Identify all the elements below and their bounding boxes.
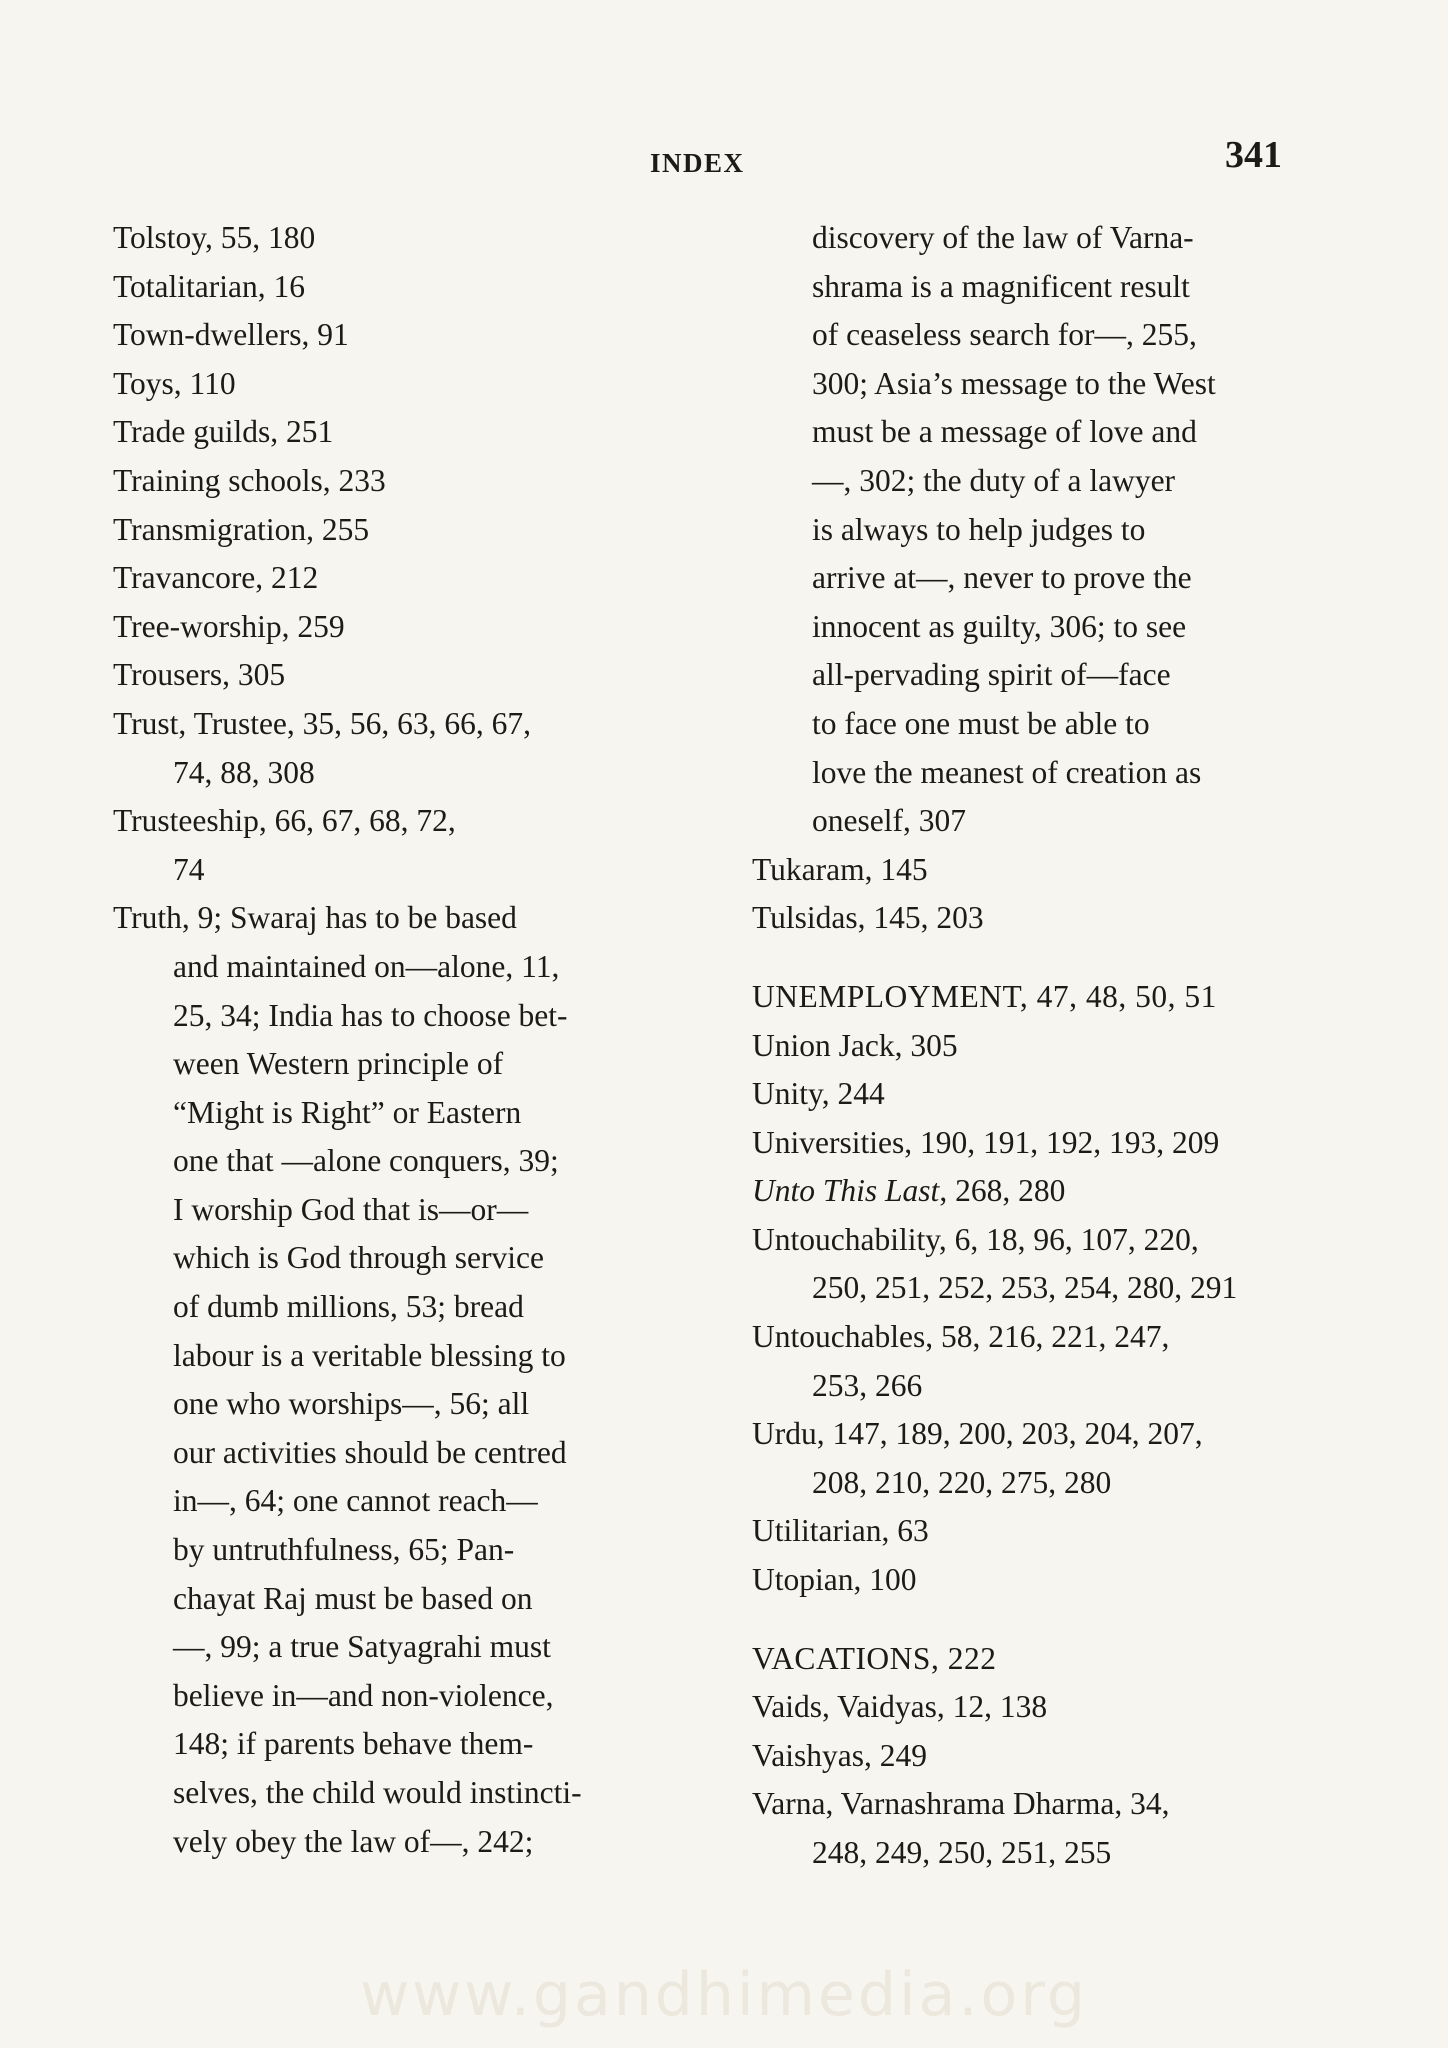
section-heading-entry: UNEMPLOYMENT, 47, 48, 50, 51 (752, 978, 1217, 1014)
index-entry-continuation: “Might is Right” or Eastern (173, 1094, 522, 1130)
index-entry-continuation: ween Western principle of (173, 1046, 504, 1082)
index-entry-continuation: I worship God that is—or— (173, 1191, 529, 1227)
index-entry: Toys, 110 (113, 365, 236, 401)
index-entry-continuation: by untruthfulness, 65; Pan- (173, 1532, 515, 1568)
index-entry-continuation: 74 (173, 851, 205, 887)
index-entry: Universities, 190, 191, 192, 193, 209 (752, 1124, 1220, 1160)
index-entry: Training schools, 233 (113, 462, 386, 498)
index-entry-continuation: 74, 88, 308 (173, 754, 315, 790)
index-entry-continuation: which is God through service (173, 1240, 544, 1276)
index-entry: Town-dwellers, 91 (113, 317, 349, 353)
index-entry-continuation: 25, 34; India has to choose bet- (173, 997, 568, 1033)
index-entry: Tree-worship, 259 (113, 608, 345, 644)
index-entry: Transmigration, 255 (113, 511, 370, 547)
index-entry-continuation: 253, 266 (812, 1367, 923, 1403)
index-entry: Vaishyas, 249 (752, 1737, 927, 1773)
running-title: INDEX (650, 148, 745, 178)
index-entry: Tulsidas, 145, 203 (752, 900, 984, 936)
index-entry-continuation: must be a message of love and (812, 414, 1197, 450)
index-entry-continuation: is always to help judges to (812, 511, 1146, 547)
book-title: Unto This Last (752, 1173, 940, 1209)
index-entry-continuation: vely obey the law of—, 242; (173, 1823, 534, 1859)
index-entry-continuation: 250, 251, 252, 253, 254, 280, 291 (812, 1270, 1238, 1306)
page-number: 341 (1225, 134, 1282, 176)
index-entry-continuation: oneself, 307 (812, 803, 966, 839)
index-entry: Truth, 9; Swaraj has to be based (113, 900, 517, 936)
index-entry-continuation: innocent as guilty, 306; to see (812, 608, 1187, 644)
index-entry-continuation: arrive at—, never to prove the (812, 560, 1192, 596)
index-entry-continuation: —, 99; a true Satyagrahi must (173, 1629, 551, 1665)
index-entry-continuation: 148; if parents behave them- (173, 1726, 534, 1762)
watermark: www.gandhimedia.org (360, 1960, 1088, 2030)
index-entry-continuation: love the meanest of creation as (812, 754, 1202, 790)
index-entry-continuation: selves, the child would instincti- (173, 1775, 582, 1810)
index-entry-pages: , 268, 280 (939, 1173, 1066, 1209)
index-entry: Union Jack, 305 (752, 1027, 958, 1063)
index-entry-continuation: 248, 249, 250, 251, 255 (812, 1835, 1112, 1870)
index-entry: Utilitarian, 63 (752, 1513, 929, 1549)
index-entry: Untouchables, 58, 216, 221, 247, (752, 1319, 1170, 1355)
index-entry-continuation: shrama is a magnificent result (812, 268, 1190, 304)
index-entry: Unity, 244 (752, 1076, 885, 1112)
index-entry: Trade guilds, 251 (113, 414, 334, 450)
index-entry-continuation: one who worships—, 56; all (173, 1386, 530, 1422)
index-entry-continuation: our activities should be centred (173, 1434, 567, 1470)
index-entry: Trousers, 305 (113, 657, 286, 693)
index-entry: Trust, Trustee, 35, 56, 63, 66, 67, (113, 705, 532, 741)
index-entry-continuation: 208, 210, 220, 275, 280 (812, 1464, 1112, 1500)
section-gap (752, 943, 1322, 973)
index-entry-continuation: chayat Raj must be based on (173, 1580, 533, 1616)
index-entry: Urdu, 147, 189, 200, 203, 204, 207, (752, 1416, 1203, 1452)
index-entry-continuation: and maintained on—alone, 11, (173, 948, 560, 984)
index-entry-continuation: —, 302; the duty of a lawyer (812, 462, 1176, 498)
index-entry-continuation: 300; Asia’s message to the West (812, 365, 1216, 401)
index-entry-continuation: in—, 64; one cannot reach— (173, 1483, 538, 1519)
index-entry-continuation: one that —alone conquers, 39; (173, 1143, 559, 1179)
index-entry: Tukaram, 145 (752, 851, 928, 887)
index-entry-continuation: believe in—and non-violence, (173, 1677, 554, 1713)
right-column (752, 214, 1322, 1878)
index-entry-continuation: to face one must be able to (812, 705, 1150, 741)
index-entry: Untouchability, 6, 18, 96, 107, 220, (752, 1221, 1199, 1257)
index-entry: Totalitarian, 16 (113, 268, 305, 304)
index-entry: Vaids, Vaidyas, 12, 138 (752, 1689, 1048, 1725)
section-heading-entry: VACATIONS, 222 (752, 1640, 997, 1676)
index-entry: Utopian, 100 (752, 1562, 917, 1598)
index-entry: Trusteeship, 66, 67, 68, 72, (113, 803, 456, 839)
index-entry-continuation: all-pervading spirit of—face (812, 657, 1171, 693)
index-entry: Travancore, 212 (113, 560, 319, 596)
index-entry: Varna, Varnashrama Dharma, 34, (752, 1786, 1170, 1822)
index-entry-continuation: of ceaseless search for—, 255, (812, 317, 1197, 353)
section-gap (752, 1605, 1322, 1635)
index-entry-continuation: labour is a veritable blessing to (173, 1337, 566, 1373)
index-entry (752, 1167, 1322, 1216)
index-entry-continuation: of dumb millions, 53; bread (173, 1289, 524, 1325)
index-entry: Tolstoy, 55, 180 (113, 220, 316, 255)
left-column (113, 214, 683, 1866)
index-entry-continuation: discovery of the law of Varna- (812, 220, 1194, 255)
